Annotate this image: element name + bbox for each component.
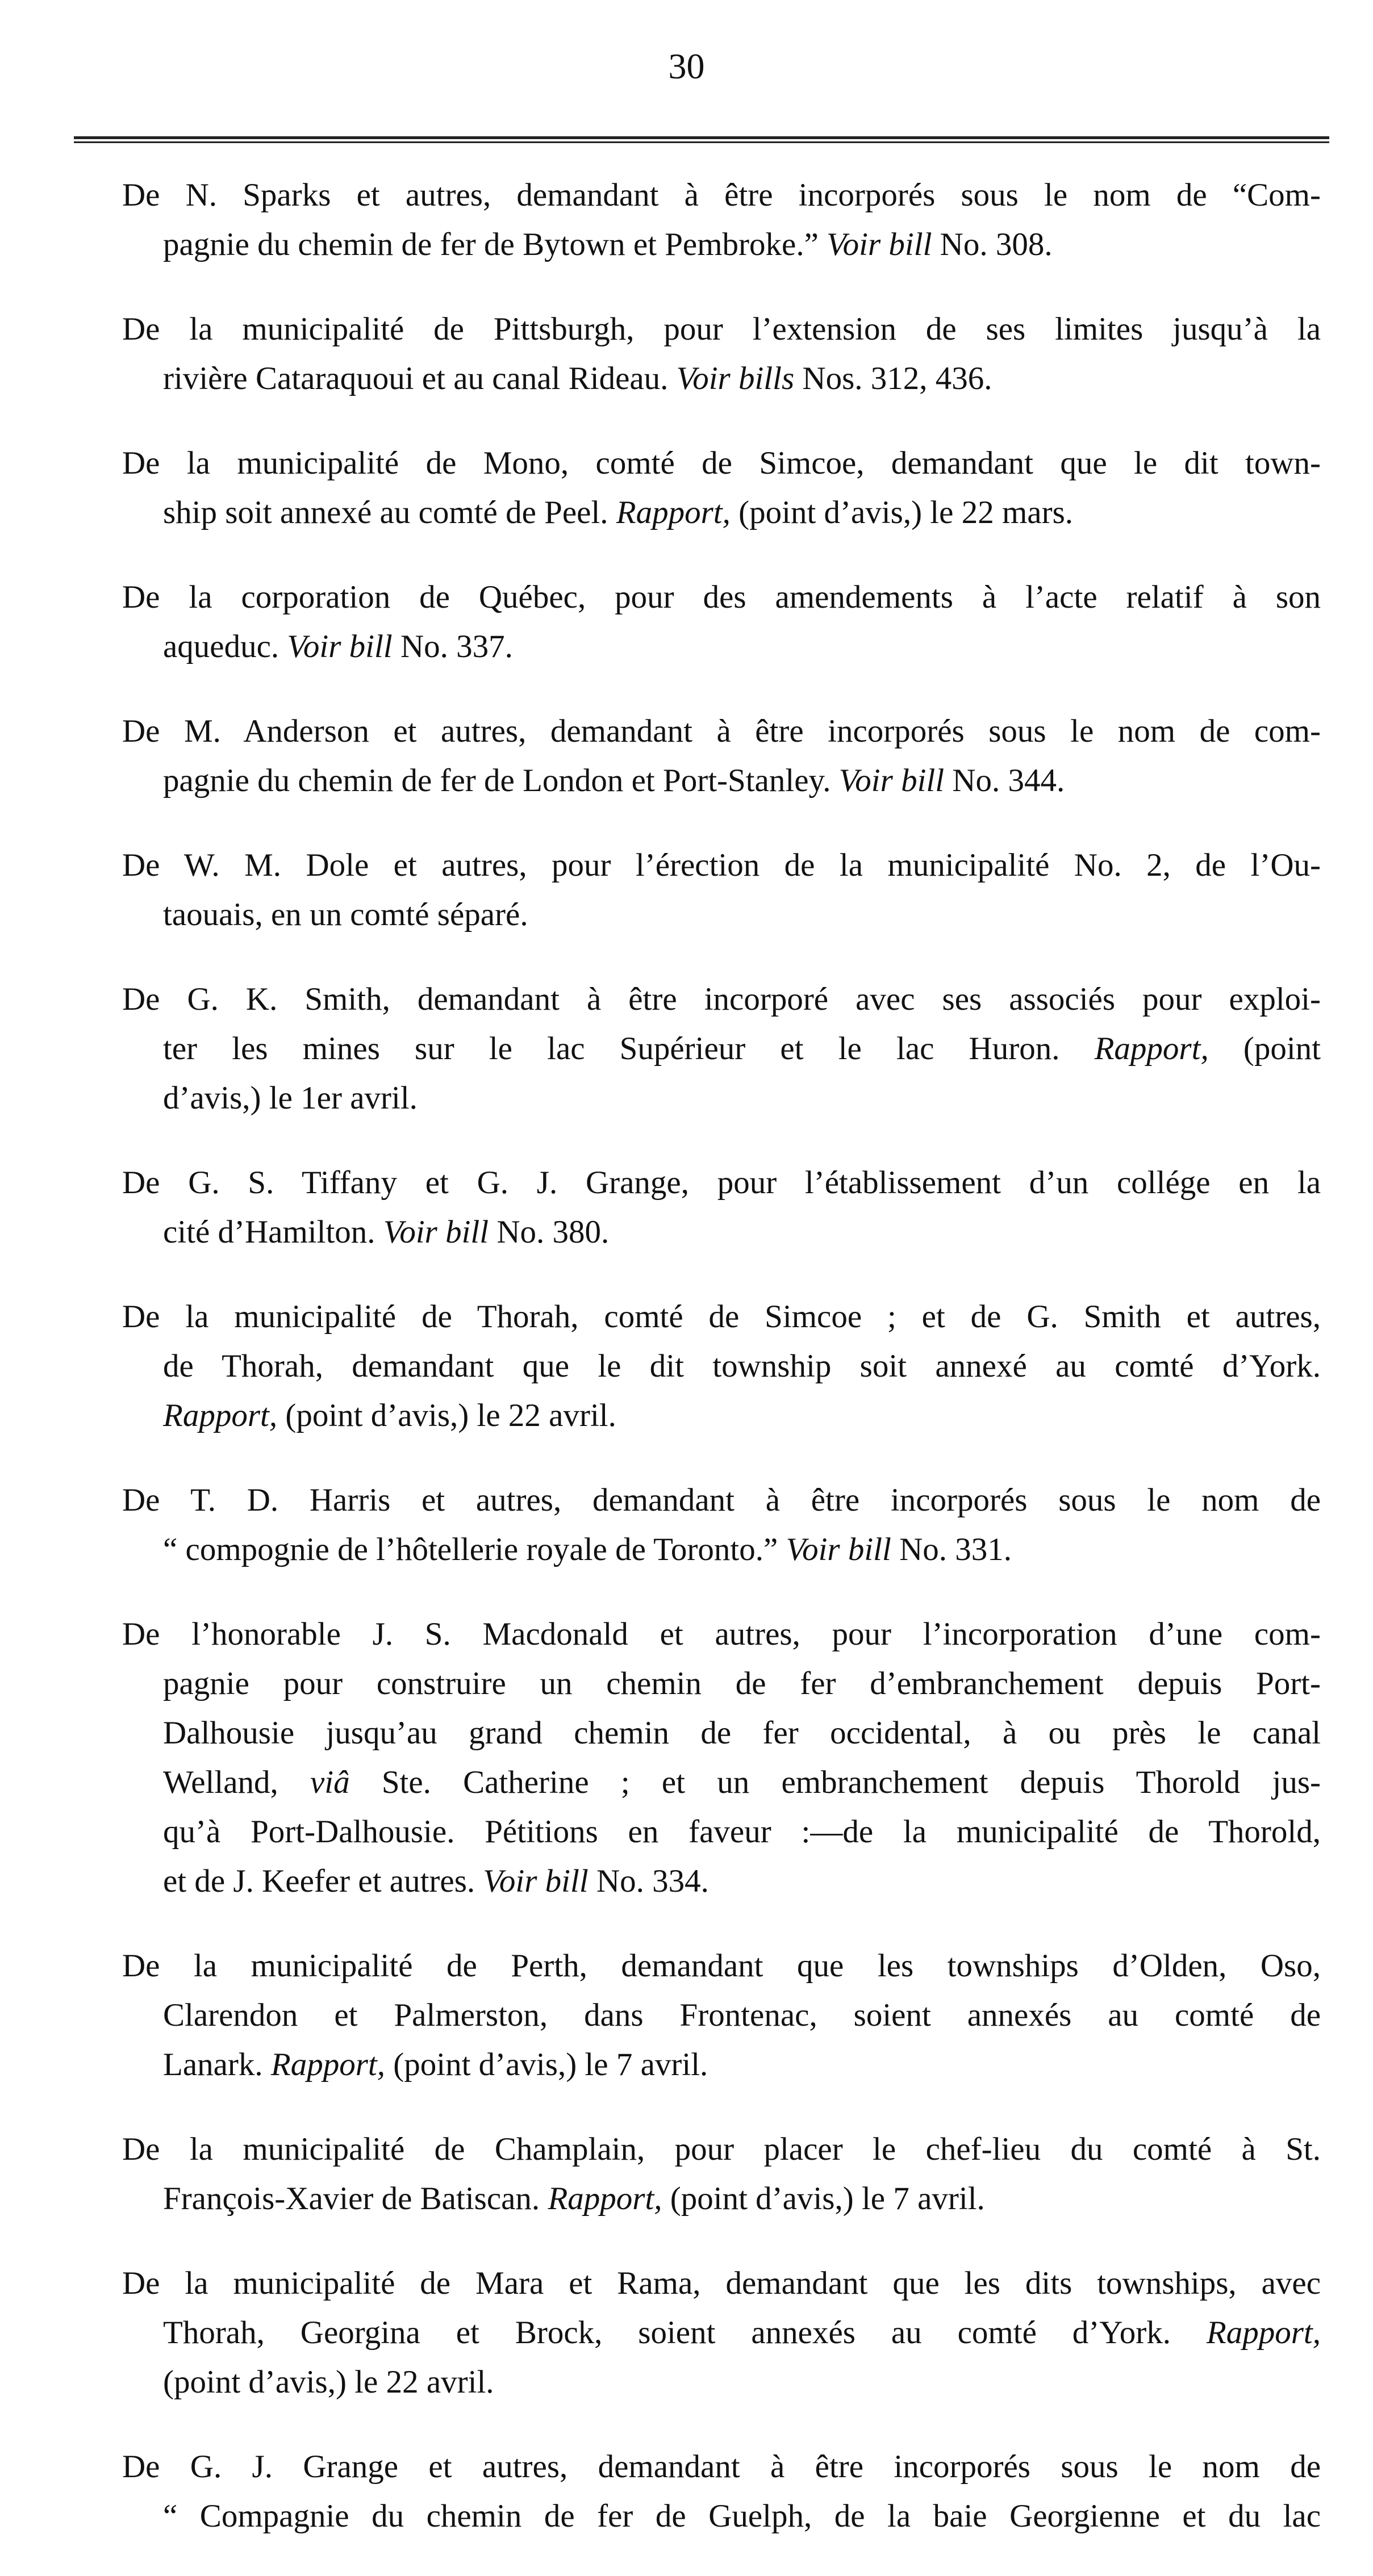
text-segment: De la municipalité de Mono, comté de Simcoe, demandant que le dit town- [122, 445, 1321, 481]
text-segment: De la municipalité de Thorah, comté de Simcoe ; et de G. Smith et autres, [122, 1299, 1321, 1335]
petition-entry [122, 975, 1321, 1123]
petition-entry [122, 706, 1321, 805]
text-line [163, 1856, 1321, 1906]
text-segment: ship soit annexé au comté de Peel. [163, 495, 616, 530]
text-line [163, 2040, 1321, 2089]
text-line [163, 2491, 1321, 2541]
text-line [122, 572, 1321, 622]
text-segment: No. 308. [932, 227, 1053, 262]
petition-entry [122, 2125, 1321, 2223]
text-segment: Clarendon et Palmerston, dans Frontenac, soient annexés au comté de [163, 1997, 1321, 2033]
text-line [163, 756, 1321, 805]
text-segment: (point d’avis,) le 22 avril. [163, 2364, 494, 2400]
text-segment: De G. S. Tiffany et G. J. Grange, pour l’établissement d’un collége en la [122, 1165, 1321, 1201]
italic-reference: Voir bill [838, 763, 945, 798]
text-segment: (point [1208, 1031, 1321, 1067]
header-double-rule [74, 136, 1329, 143]
text-segment: De M. Anderson et autres, demandant à être incorporés sous le nom de com- [122, 713, 1321, 749]
italic-reference: Voir bill [287, 629, 393, 664]
italic-reference: Voir bill [786, 1532, 891, 1567]
text-segment: De la municipalité de Champlain, pour placer le chef-lieu du comté à St. [122, 2131, 1321, 2167]
text-line [122, 1158, 1321, 1207]
text-line [122, 706, 1321, 756]
text-line [122, 2259, 1321, 2308]
text-segment: taouais, en un comté séparé. [163, 897, 528, 932]
text-segment: De l’honorable J. S. Macdonald et autres, pour l’incorporation d’une com- [122, 1616, 1321, 1652]
text-segment: De la municipalité de Pittsburgh, pour l’extension de ses limites jusqu’à la [122, 311, 1321, 347]
text-segment: No. 334. [588, 1863, 709, 1899]
text-segment: De G. J. Grange et autres, demandant à être incorporés sous le nom de [122, 2449, 1321, 2485]
text-line [163, 1341, 1321, 1391]
text-segment: De la municipalité de Perth, demandant que les townships d’Olden, Oso, [122, 1948, 1321, 1984]
text-segment: pagnie du chemin de fer de Bytown et Pembroke.” [163, 227, 827, 262]
text-segment: No. 337. [392, 629, 513, 664]
text-segment: (point d’avis,) le 7 avril. [385, 2047, 708, 2082]
italic-reference: Rapport, [1094, 1031, 1209, 1067]
text-line [122, 170, 1321, 220]
text-segment: De la corporation de Québec, pour des amendements à l’acte relatif à son [122, 579, 1321, 615]
text-line [122, 2125, 1321, 2174]
italic-reference: Rapport, [616, 495, 731, 530]
text-segment: “ compognie de l’hôtellerie royale de Toronto.” [163, 1532, 786, 1567]
italic-reference: Voir bill [827, 227, 932, 262]
text-line [122, 2442, 1321, 2491]
text-segment: d’avis,) le 1er avril. [163, 1080, 418, 1116]
text-segment: François-Xavier de Batiscan. [163, 2181, 548, 2217]
text-segment: No. 344. [944, 763, 1065, 798]
text-line [163, 1207, 1321, 1257]
text-line [122, 1609, 1321, 1659]
text-segment: De W. M. Dole et autres, pour l’érection de la municipalité No. 2, de l’Ou- [122, 847, 1321, 883]
text-line [122, 840, 1321, 890]
text-segment: De N. Sparks et autres, demandant à être incorporés sous le nom de “Com- [122, 177, 1321, 213]
text-line [163, 1073, 1321, 1123]
text-line [122, 1292, 1321, 1341]
petition-entry [122, 1941, 1321, 2089]
text-segment: pagnie pour construire un chemin de fer d’embranchement depuis Port- [163, 1666, 1321, 1701]
text-line [163, 2308, 1321, 2357]
text-segment: No. 380. [489, 1214, 610, 1250]
petition-entry [122, 2259, 1321, 2407]
italic-reference: Rapport, [548, 2181, 662, 2217]
text-segment: rivière Cataraquoui et au canal Rideau. [163, 361, 677, 396]
text-line [122, 304, 1321, 354]
text-line [163, 1990, 1321, 2040]
italic-reference: Voir bills [676, 361, 795, 396]
text-line [163, 354, 1321, 403]
petition-entry [122, 1158, 1321, 1257]
text-segment: (point d’avis,) le 22 avril. [277, 1398, 616, 1433]
text-segment: (point d’avis,) le 7 avril. [662, 2181, 985, 2217]
text-segment: De T. D. Harris et autres, demandant à être incorporés sous le nom de [122, 1482, 1321, 1518]
text-segment: Nos. 312, 436. [794, 361, 992, 396]
text-line [163, 2357, 1321, 2407]
text-line [163, 488, 1321, 537]
text-line [163, 1391, 1321, 1440]
text-segment: No. 331. [891, 1532, 1012, 1567]
petition-list [122, 170, 1321, 2576]
text-segment: ter les mines sur le lac Supérieur et le lac Huron. [163, 1031, 1095, 1067]
page-number: 30 [668, 46, 705, 86]
text-line [163, 1708, 1321, 1758]
text-segment: De G. K. Smith, demandant à être incorporé avec ses associés pour exploi- [122, 981, 1321, 1017]
italic-reference: viâ [310, 1764, 350, 1800]
text-segment: Thorah, Georgina et Brock, soient annexés au comté d’York. [163, 2315, 1207, 2351]
petition-entry [122, 840, 1321, 939]
text-line [163, 1525, 1321, 1574]
text-segment: De la municipalité de Mara et Rama, demandant que les dits townships, avec [122, 2265, 1321, 2301]
italic-reference: Rapport, [1206, 2315, 1321, 2351]
text-segment: Dalhousie jusqu’au grand chemin de fer occidental, à ou près le canal [163, 1715, 1321, 1751]
italic-reference: Voir bill [383, 1214, 489, 1250]
text-line [122, 1475, 1321, 1525]
text-segment: et de J. Keefer et autres. [163, 1863, 483, 1899]
text-line [163, 1758, 1321, 1807]
petition-entry [122, 170, 1321, 269]
text-line [122, 438, 1321, 488]
text-segment: Ste. Catherine ; et un embranchement depuis Thorold jus- [349, 1764, 1321, 1800]
text-line [122, 975, 1321, 1024]
text-segment: “ Compagnie du chemin de fer de Guelph, de la baie Georgienne et du lac [163, 2498, 1321, 2534]
petition-entry [122, 572, 1321, 671]
text-segment: Welland, [163, 1764, 310, 1800]
text-segment: aqueduc. [163, 629, 287, 664]
text-line [163, 2174, 1321, 2223]
text-line [163, 1807, 1321, 1856]
text-line [163, 220, 1321, 269]
italic-reference: Voir bill [483, 1863, 589, 1899]
italic-reference: Rapport, [270, 2047, 385, 2082]
text-line [122, 1941, 1321, 1990]
text-segment: qu’à Port-Dalhousie. Pétitions en faveur :—de la municipalité de Thorold, [163, 1814, 1321, 1850]
petition-entry [122, 304, 1321, 403]
text-segment: cité d’Hamilton. [163, 1214, 383, 1250]
text-line [163, 622, 1321, 671]
petition-entry [122, 2442, 1321, 2541]
text-line [163, 1024, 1321, 1073]
text-segment: de Thorah, demandant que le dit township soit annexé au comté d’York. [163, 1348, 1321, 1384]
petition-entry [122, 1609, 1321, 1906]
text-segment: (point d’avis,) le 22 mars. [730, 495, 1073, 530]
text-line [163, 890, 1321, 939]
italic-reference: Rapport, [163, 1398, 278, 1433]
text-line [163, 1659, 1321, 1708]
petition-entry [122, 438, 1321, 537]
text-segment: pagnie du chemin de fer de London et Port-Stanley. [163, 763, 839, 798]
petition-entry [122, 1475, 1321, 1574]
text-segment: Lanark. [163, 2047, 271, 2082]
petition-entry [122, 1292, 1321, 1440]
